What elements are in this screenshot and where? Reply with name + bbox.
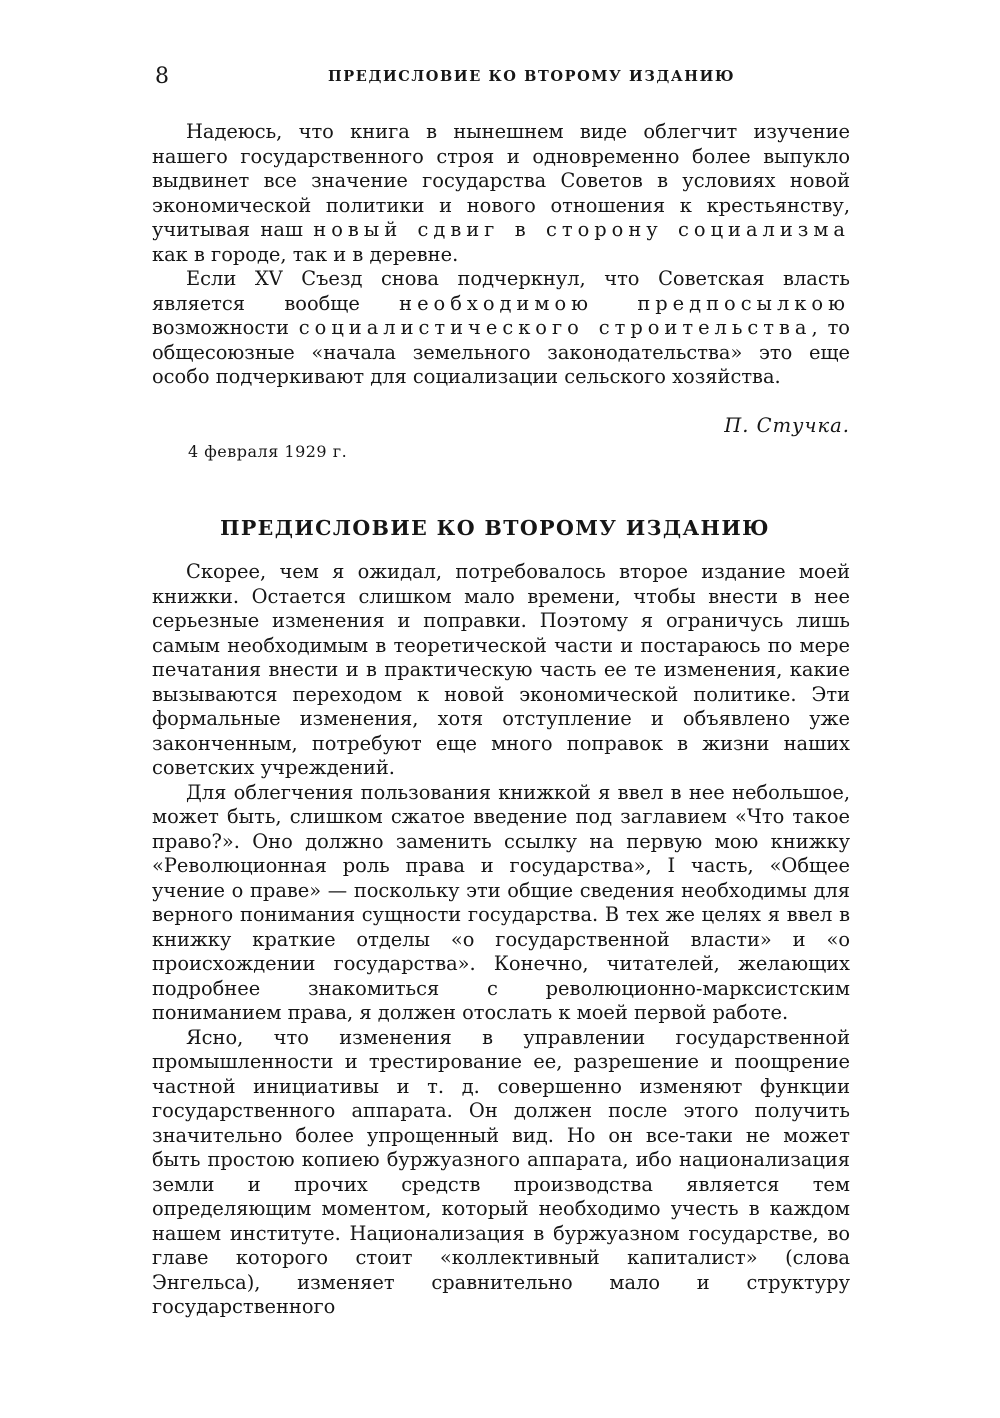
preface-end-text [152, 120, 850, 390]
second-preface-text [152, 560, 850, 1320]
paragraph-text: Если XV Съезд снова подчеркнул, что Советская власть является вообще [152, 267, 850, 315]
paragraph-text: как в городе, так и в деревне. [152, 242, 459, 266]
paragraph-text: , то общесоюзные «начала земельного законодательства» это еще особо подчеркивают для социализации сельского хозяйства. [152, 316, 850, 388]
spaced-emphasis: новый сдвиг в сторону социализма [313, 218, 850, 241]
paragraph: Скорее, чем я ожидал, потребовалось второе издание моей книжки. Остается слишком мало времени, чтобы внести в нее серьезные изменения и поправки. Поэтому я ограничусь лишь самым необходимым в теоретической части и постараюсь по мере печатания внести и в практическую часть ее те изменения, какие вызываются переходом к новой экономической политике. Эти формальные изменения, хотя отступление и объявлено уже законченным, потребуют еще много поправок в жизни наших советских учреждений. [152, 560, 850, 779]
page-number: 8 [155, 64, 169, 89]
paragraph [152, 267, 850, 390]
paragraph-text: Надеюсь, что книга в нынешнем виде облегчит изучение нашего государственного строя и одновременно более выпукло выдвинет все значение государства Советов в условиях новой экономической политики и нового отношения к крестьянству, учитывая наш [152, 120, 850, 241]
running-title: ПРЕДИСЛОВИЕ КО ВТОРОМУ ИЗДАНИЮ [328, 68, 736, 85]
spaced-emphasis: необходимою предпосылкою [399, 291, 850, 315]
paragraph-text: возможности [152, 316, 299, 339]
section-heading [0, 514, 1000, 542]
paragraph: Ясно, что изменения в управлении государственной промышленности и трестирование ее, разрешение и поощрение частной инициативы и т. д. совершенно изменяют функции государственного аппарата. Он должен после этого получить значительно более упрощенный вид. Но он все-таки не может быть простою копиею буржуазного аппарата, ибо национализация земли и прочих средств производства является тем определяющим моментом, который необходимо учесть в каждом нашем институте. Национализация в буржуазном государстве, во главе которого стоит «коллективный капиталист» (слова Энгельса), изменяет сравнительно мало и структуру государственного [152, 1025, 850, 1318]
spaced-emphasis: социалистического строительства [298, 316, 812, 339]
preface-date: 4 февраля 1929 г. [188, 442, 348, 461]
paragraph: Для облегчения пользования книжкой я ввел в нее небольшое, может быть, слишком сжатое введение под заглавием «Что такое право?». Оно должно заменить ссылку на первую мою книжку «Революционная роль права и государства», I часть, «Общее учение о праве» — поскольку эти общие сведения необходимы для верного понимания сущности государства. В тех же целях я ввел в книжку краткие отделы «о государственной власти» и «о происхождении государства». Конечно, читателей, желающих подробнее знакомиться с революционно-марксистским пониманием права, я должен отослать к моей первой работе. [152, 780, 850, 1024]
author-signature: П. Стучка. [724, 414, 850, 437]
running-header [0, 62, 1000, 92]
section-heading-text: ПРЕДИСЛОВИЕ КО ВТОРОМУ ИЗДАНИЮ [220, 516, 770, 540]
paragraph [152, 120, 850, 267]
